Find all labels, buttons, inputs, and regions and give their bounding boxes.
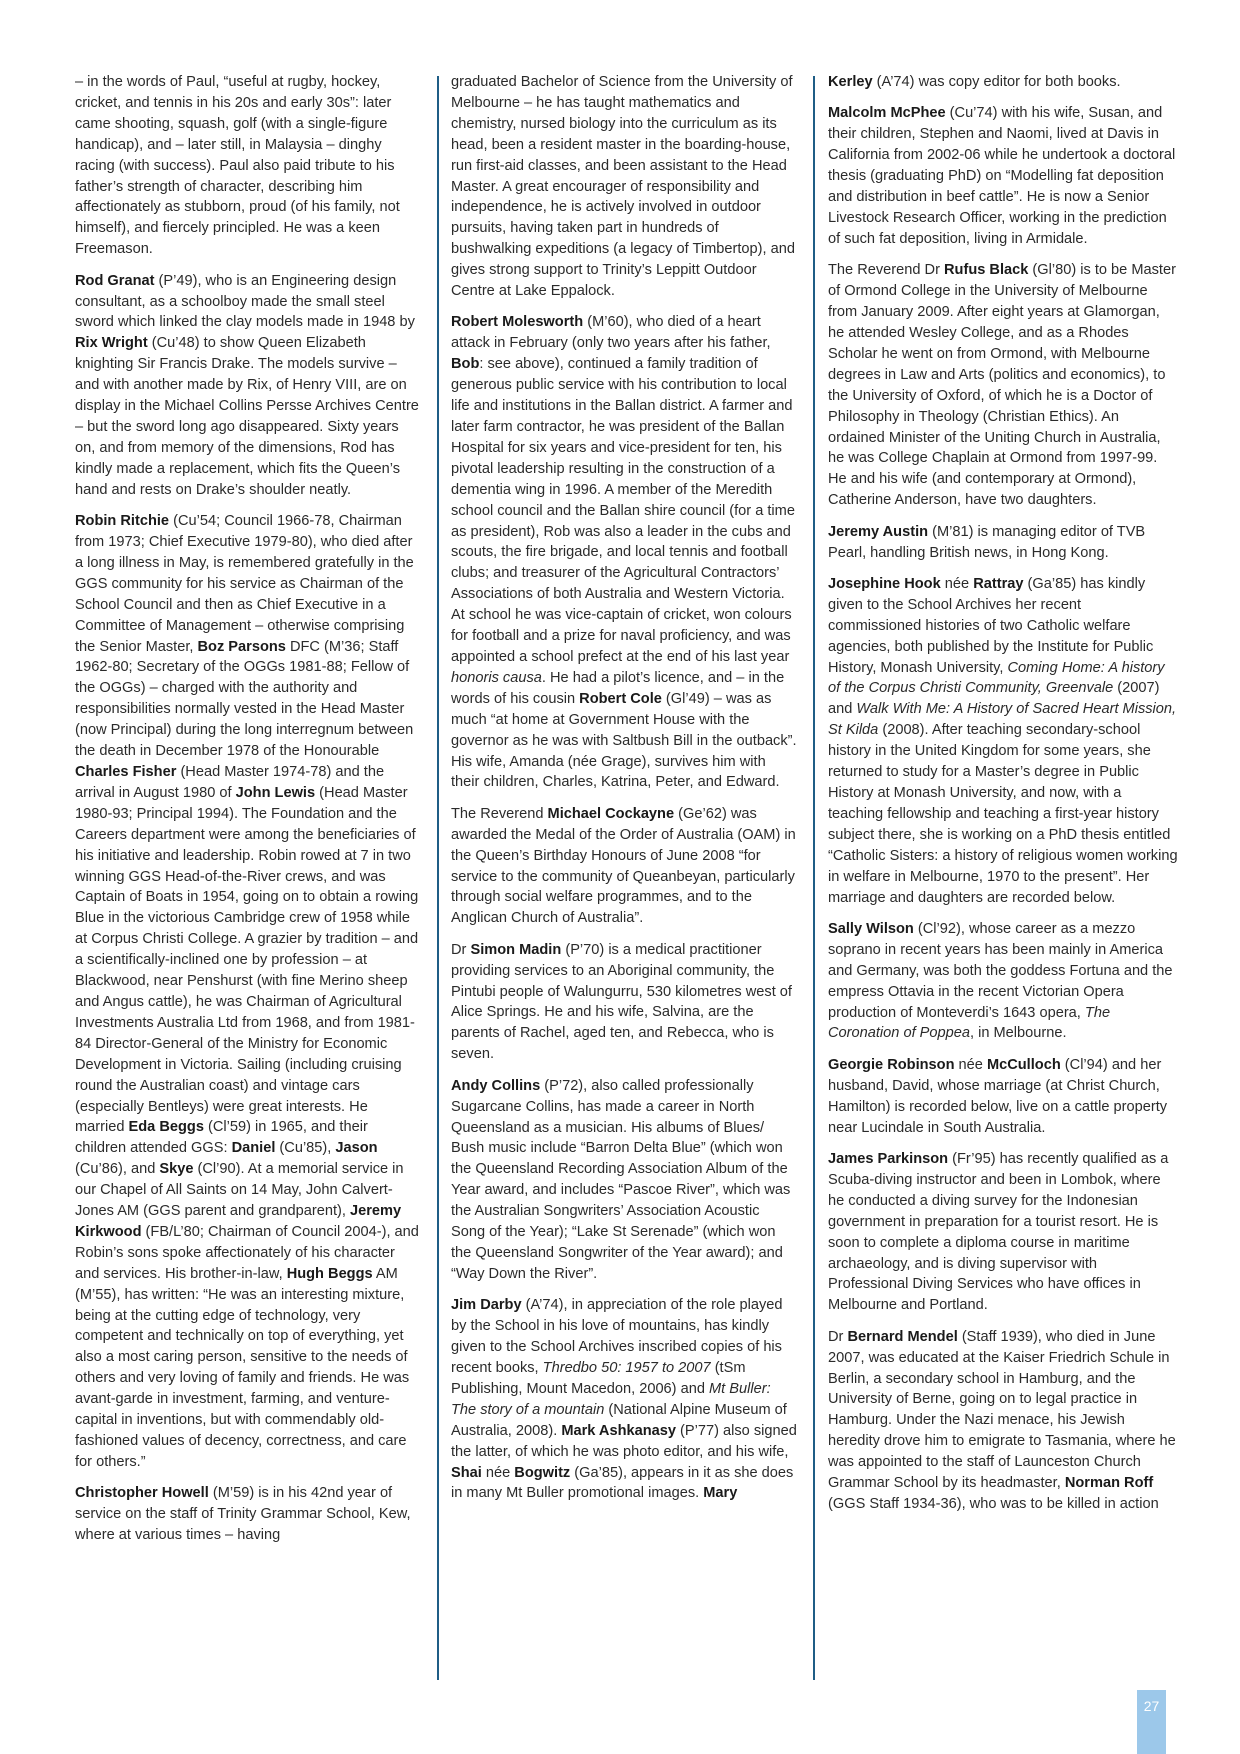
person-name: Jason [335,1140,378,1157]
person-name: Bob [451,356,480,373]
title-text: Coming Home: A history of the Corpus Christi Community, Greenvale [828,659,1165,697]
person-name: Eda Beggs [128,1119,204,1136]
body-text: (A’74) was copy editor for both books. [872,74,1121,90]
paragraph [828,522,1178,564]
body-text: , in Melbourne. [970,1025,1067,1042]
paragraph [75,1483,421,1546]
paragraph [451,1076,797,1285]
body-text: née [954,1056,987,1073]
body-text: (Ga’85) has kindly given to the School Archives her recent commissioned histories of two Catholic welfare agencies, both published by the Institute for Public History, Monash University, [828,575,1154,676]
paragraph [451,1295,797,1504]
title-text: Thredbo 50: 1957 to 2007 [542,1359,711,1376]
body-text: graduated Bachelor of Science from the University of Melbourne – he has taught mathematics and chemistry, nursed biology into the curriculum as its head, been a resident master in the boarding-house, run first-aid classes, and been assistant to the Head Master. A great encourager of responsibility and independence, he is actively involved in outdoor pursuits, having taken part in hundreds of bushwalking expeditions (a legacy of Timbertop), and gives strong support to Trinity’s Leppitt Outdoor Centre at Lake Eppalock. [451,74,795,300]
body-text: – in the words of Paul, “useful at rugby, hockey, cricket, and tennis in his 20s and early 30s”: later came shooting, squash, golf (with a single-figure handicap), and – later still, in Malaysia – dinghy racing (with success). Paul also paid tribute to his father’s strength of character, describing him affectionately as stubborn, proud (of his family, not himself), and fiercely principled. He was a keen Freemason. [75,74,400,258]
person-name: Mark Ashkanasy [561,1422,676,1439]
column-divider [813,76,815,1680]
person-name: Jim Darby [451,1297,522,1314]
person-name: James Parkinson [828,1151,949,1167]
person-name: Michael Cockayne [547,805,675,822]
body-text: (Cu’85), [275,1140,336,1157]
body-text: (2008). After teaching secondary-school history in the United Kingdom for some years, she returned to study for a Master’s degree in Public History at Monash University, and now, with a teaching fellowship and teaching a first-year history subject there, she is working on a PhD thesis entitled “Catholic Sisters: a history of religious women working in welfare in Melbourne, 1970 to the present”. Her marriage and daughters are recorded below. [828,722,1178,906]
body-text: The Reverend [451,805,548,822]
person-name: Rix Wright [75,335,148,352]
body-text: (P’49), who is an Engineering design consultant, as a schoolboy made the small steel sword which linked the clay models made in 1948 by [75,272,415,331]
paragraph [828,919,1178,1044]
person-name: Rattray [973,575,1024,592]
article-column-2 [451,72,797,1515]
article-column-3 [828,72,1178,1525]
person-name: Bogwitz [514,1464,571,1481]
body-text: (Gl’49) – was as much “at home at Government House with the governor as he was with Saltbush Bill in the outback”. His wife, Amanda (née Grage), survives him with their children, Charles, Katrina, Peter, and Edward. [451,690,797,791]
body-text: (Ga’85), appears in it as she does in many Mt Buller promotional images. [451,1464,794,1502]
paragraph [828,1055,1178,1139]
body-text: née [940,575,974,592]
person-name: Rod Granat [75,272,155,289]
person-name: Jeremy Kirkwood [75,1203,402,1240]
body-text: AM (M’55), has written: “He was an interesting mixture, being at the cutting edge of technology, very competent and technically on top of everything, yet also a most caring person, sensitive to the needs of others and very loving of family and friends. He was avant-garde in investment, farming, and venture-capital in inventions, but with commendably old-fashioned values of decency, correctness, and care for others.” [75,1265,410,1470]
person-name: Norman Roff [1064,1475,1154,1492]
person-name: Hugh Beggs [286,1265,373,1282]
paragraph [828,72,1178,93]
person-name: Sally Wilson [828,920,914,937]
person-name: Daniel [231,1140,276,1157]
body-text: (tSm Publishing, Mount Macedon, 2006) and [451,1359,746,1397]
column-divider [437,76,439,1680]
body-text: Dr [451,941,471,958]
body-text: (P’70) is a medical practitioner providing services to an Aboriginal community, the Pintubi people of Walungurru, 530 kilometres west of Alice Springs. He and his wife, Salvina, are the parents of Rachel, aged ten, and Rebecca, who is seven. [451,941,792,1063]
paragraph [75,271,421,501]
body-text: (Cl’90). At a memorial service in our Chapel of All Saints on 14 May, John Calvert-Jones AM (GGS parent and grandparent), [75,1161,404,1220]
person-name: Robert Molesworth [451,314,584,331]
person-name: Jeremy Austin [828,523,929,540]
paragraph [828,1327,1178,1515]
body-text: : see above), continued a family tradition of generous public service with his contribution to local life and institutions in the Ballan district. A farmer and later farm contractor, he was president of the Ballan Hospital for six years and vice-president for ten, his pivotal leadership resulting in the construction of a dementia wing in 1996. A member of the Meredith school council and the Ballan shire council (for a time as president), Rob was also a leader in the cubs and scouts, the fire brigade, and local tennis and football clubs; and treasurer of the Agricultural Contractors’ Associations of both Australia and Western Victoria. At school he was vice-captain of cricket, won colours for football and a prize for naval proficiency, and was appointed a school prefect at the end of his last year [451,356,795,665]
paragraph [451,312,797,793]
body-text: (Cu’48) to show Queen Elizabeth knighting Sir Francis Drake. The models survive – and with another made by Rix, of Henry VIII, are on display in the Michael Collins Persse Archives Centre – but the sword long ago disappeared. Sixty years on, and from memory of the dimensions, Rod has kindly made a replacement, which fits the Queen’s hand and rests on Drake’s shoulder neatly. [75,335,419,498]
body-text: (FB/L’80; Chairman of Council 2004-), and Robin’s sons spoke affectionately of his character and services. His brother-in-law, [75,1223,419,1282]
body-text: DFC (M’36; Staff 1962-80; Secretary of the OGGs 1981-88; Fellow of the OGGs) – charged with the authority and responsibilities normally vested in the Head Master (now Principal) during the long interregnum between the death in December 1978 of the Honourable [75,638,414,760]
paragraph [451,940,797,1065]
title-text: The Coronation of Poppea [828,1004,1111,1042]
person-name: Charles Fisher [75,764,177,780]
title-text: Walk With Me: A History of Sacred Heart Mission, St Kilda [828,701,1177,739]
body-text: (M’60), who died of a heart attack in February (only two years after his father, [451,314,771,352]
person-name: Skye [159,1161,194,1178]
person-name: Josephine Hook [828,575,941,592]
person-name: Robin Ritchie [75,513,170,530]
person-name: Christopher Howell [75,1485,209,1502]
person-name: Simon Madin [470,941,562,958]
body-text: (P’77) also signed the latter, of which he was photo editor, and his wife, [451,1422,797,1460]
title-text: Mt Buller: The story of a mountain [451,1380,771,1418]
person-name: McCulloch [986,1056,1061,1073]
person-name: Boz Parsons [197,638,286,655]
page-number: 27 [1137,1690,1166,1754]
person-name: Rufus Black [944,262,1029,279]
body-text: (Cl’59) in 1965, and their children attended GGS: [75,1119,368,1157]
body-text: Dr [828,1328,848,1345]
article-column-1 [75,72,421,1557]
body-text: The Reverend Dr [828,262,944,279]
paragraph [828,260,1178,511]
body-text: (Cu’86), and [75,1161,160,1178]
body-text: (Cl’92), whose career as a mezzo soprano in recent years has been mainly in America and Germany, was both the goddess Fortuna and the empress Ottavia in the recent Victorian Opera production of Monteverdi’s 1643 opera, [828,920,1173,1021]
person-name: John Lewis [235,784,316,801]
paragraph [828,103,1178,249]
body-text: (P’72), also called professionally Sugarcane Collins, has made a career in North Queensland as a musician. His albums of Blues/ Bush music include “Barron Delta Blue” (which won the Queensland Recording Association Album of the Year award, and includes “Pascoe River”, which was the Australian Songwriters’ Association Acoustic Song of the Year); “Lake St Serenade” (which won the Queensland Songwriter of the Year award); and “Way Down the River”. [451,1077,791,1282]
person-name: Georgie Robinson [828,1056,955,1073]
body-text: (Gl’80) is to be Master of Ormond College in the University of Melbourne from January 2009. After eight years at Glamorgan, he attended Wesley College, and as a Rhodes Scholar he went on from Ormond, with Melbourne degrees in Law and Arts (politics and economics), to the University of Oxford, of which he is a Doctor of Philosophy in Theology (Christian Ethics). An ordained Minister of the Uniting Church in Australia, he was College Chaplain at Ormond from 1997-99. He and his wife (and contemporary at Ormond), Catherine Anderson, have two daughters. [828,262,1176,509]
body-text: (A’74), in appreciation of the role played by the School in his love of mountains, has kindly given to the School Archives inscribed copies of his recent books, [451,1297,783,1376]
paragraph [828,574,1178,909]
body-text: (Fr’95) has recently qualified as a Scuba-diving instructor and been in Lombok, where he conducted a diving survey for the Indonesian government in preparation for a tourist resort. He is soon to complete a diploma course in maritime archaeology, and is diving supervisor with Professional Diving Services who have offices in Melbourne and Portland. [828,1151,1169,1314]
body-text: (Head Master 1974-78) and the arrival in August 1980 of [75,764,385,801]
person-name: Bernard Mendel [847,1328,958,1345]
body-text: (GGS Staff 1934-36), who was to be killed in action [828,1496,1159,1512]
person-name: Mary [703,1485,738,1502]
body-text: (M’59) is in his 42nd year of service on the staff of Trinity Grammar School, Kew, where at various times – having [75,1485,411,1544]
person-name: Robert Cole [579,690,662,707]
person-name: Andy Collins [451,1077,541,1094]
body-text: (Ge’62) was awarded the Medal of the Order of Australia (OAM) in the Queen’s Birthday Honours of June 2008 “for service to the community of Queanbeyan, particularly through social welfare programmes, and to the Anglican Church of Australia”. [451,805,796,927]
person-name: Malcolm McPhee [828,105,946,122]
paragraph [451,72,797,302]
paragraph [451,804,797,929]
body-text: (Head Master 1980-93; Principal 1994). The Foundation and the Careers department were among the beneficiaries of his initiative and leadership. Robin rowed at 7 in two winning GGS Head-of-the-River crews, and was Captain of Boats in 1954, going on to obtain a rowing Blue in the victorious Cambridge crew of 1958 while at Corpus Christi College. A grazier by tradition – and a scientifically-inclined one by profession – at Blackwood, near Penshurst (with fine Merino sheep and Angus cattle), he was Chairman of Agricultural Investments Australia Ltd from 1968, and from 1981-84 Director-General of the Ministry for Economic Development in Victoria. Sailing (including cruising round the Australian coast) and vintage cars (especially Bentleys) were great interests. He married [75,784,419,1136]
paragraph [75,511,421,1473]
person-name: Kerley [828,74,873,90]
body-text: (Cu’74) with his wife, Susan, and their children, Stephen and Naomi, lived at Davis in California from 2002-06 while he undertook a doctoral thesis (graduating PhD) on “Modelling fat deposition and distribution in beef cattle”. He is now a Senior Livestock Research Officer, working in the prediction of such fat deposition, living in Armidale. [828,105,1176,247]
body-text: (Cl’94) and her husband, David, whose marriage (at Christ Church, Hamilton) is recorded below, live on a cattle property near Lucindale in South Australia. [828,1056,1168,1136]
body-text: (M’81) is managing editor of TVB Pearl, handling British news, in Hong Kong. [828,523,1146,561]
title-text: honoris causa [451,669,542,686]
paragraph [75,72,421,260]
body-text: (National Alpine Museum of Australia, 2008). [451,1401,787,1439]
person-name: Shai [451,1464,482,1481]
paragraph [828,1149,1178,1316]
body-text: (2007) and [828,680,1160,718]
body-text: . He had a pilot’s licence, and – in the words of his cousin [451,669,785,707]
body-text: née [481,1464,515,1481]
body-text: (Cu’54; Council 1966-78, Chairman from 1973; Chief Executive 1979-80), who died after a long illness in May, is remembered gratefully in the GGS community for his service as Chairman of the School Council and then as Chief Executive in a Committee of Management – otherwise comprising the Senior Master, [75,513,414,655]
body-text: (Staff 1939), who died in June 2007, was educated at the Kaiser Friedrich Schule in Berlin, a secondary school in Hamburg, and the University of Berne, going on to legal practice in Hamburg. Under the Nazi menace, his Jewish heredity drove him to emigrate to Tasmania, where he was appointed to the staff of Launceston Church Grammar School by its headmaster, [828,1328,1176,1492]
